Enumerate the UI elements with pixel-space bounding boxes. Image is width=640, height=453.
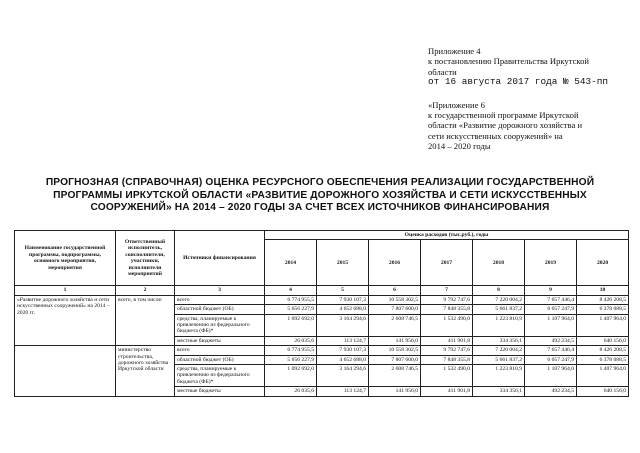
value-cell: 141 956,0 [369, 336, 421, 345]
appendix-line: к постановлению Правительства Иркутской [428, 56, 590, 67]
column-number: 4 [265, 286, 317, 295]
value-cell: 6 057 247,9 [525, 305, 577, 314]
value-cell: 1 532 490,0 [421, 314, 473, 336]
source-cell: областной бюджет (ОБ) [175, 305, 265, 314]
year-header: 2018 [473, 240, 525, 286]
value-cell: 1 107 964,0 [525, 314, 577, 336]
header-executor: Ответственный исполнитель, соисполнители, участники, исполнители мероприятий [116, 231, 175, 286]
source-cell: местные бюджеты [175, 387, 265, 396]
appendix-line: 2014 – 2020 годы [428, 141, 491, 152]
value-cell: 640 156,0 [577, 336, 629, 345]
value-cell: 113 124,7 [317, 336, 369, 345]
value-cell: 5 661 837,2 [473, 305, 525, 314]
value-cell: 9 792 747,6 [421, 346, 473, 355]
value-cell: 10 558 302,5 [369, 346, 421, 355]
title-line: ПРОГРАММЫ ИРКУТСКОЙ ОБЛАСТИ «РАЗВИТИЕ ДОРОЖНОГО ХОЗЯЙСТВА И СЕТИ ИСКУССТВЕННЫХ [53, 189, 587, 201]
source-cell: средства, планируемые к привлечению из федерального бюджета (ФБ)* [175, 365, 265, 387]
value-cell: 5 656 227,9 [265, 355, 317, 364]
appendix-line: «Приложение 6 [428, 99, 485, 110]
column-number: 8 [473, 286, 525, 295]
value-cell: 113 124,7 [317, 387, 369, 396]
value-cell: 1 092 692,0 [265, 365, 317, 387]
appendix-line: сети искусственных сооружений» на [428, 130, 563, 141]
table-row [15, 346, 629, 355]
year-header: 2017 [421, 240, 473, 286]
value-cell: 2 608 746,5 [369, 314, 421, 336]
value-cell: 7 220 004,2 [473, 346, 525, 355]
value-cell: 1 223 810,9 [473, 365, 525, 387]
value-cell: 4 652 688,0 [317, 355, 369, 364]
source-cell: всего [175, 295, 265, 304]
value-cell: 1 223 810,9 [473, 314, 525, 336]
column-number: 1 [15, 286, 116, 295]
source-cell: средства, планируемые к привлечению из федерального бюджета (ФБ)* [175, 314, 265, 336]
column-number: 7 [421, 286, 473, 295]
value-cell: 2 608 746,5 [369, 365, 421, 387]
document-title [18, 177, 622, 215]
value-cell: 7 930 107,3 [317, 295, 369, 304]
value-cell: 8 426 208,5 [577, 295, 629, 304]
value-cell: 3 164 294,6 [317, 365, 369, 387]
column-number: 9 [525, 286, 577, 295]
appendix-line: Приложение 4 [428, 46, 481, 56]
value-cell: 26 035,6 [265, 336, 317, 345]
appendix-date-line: от 16 августа 2017 года № 543-пп [428, 76, 609, 88]
value-cell: 1 092 692,0 [265, 314, 317, 336]
value-cell: 7 657 446,4 [525, 346, 577, 355]
value-cell: 1 532 490,0 [421, 365, 473, 387]
program-name-cell: «Развитие дорожного хозяйства и сети искусственных сооружений» на 2014 – 2020 гг. [15, 295, 116, 345]
value-cell: 10 558 302,5 [369, 295, 421, 304]
value-cell: 7 220 004,2 [473, 295, 525, 304]
header-source: Источники финансирования [175, 231, 265, 286]
column-number: 6 [369, 286, 421, 295]
column-number: 10 [577, 286, 629, 295]
value-cell: 1 407 964,0 [577, 314, 629, 336]
value-cell: 492 234,5 [525, 387, 577, 396]
value-cell: 1 107 964,0 [525, 365, 577, 387]
program-name-cell [15, 346, 116, 396]
appendix-line: к государственной программе Иркутской [428, 110, 579, 121]
column-number: 5 [317, 286, 369, 295]
value-cell: 411 901,8 [421, 336, 473, 345]
year-header: 2020 [577, 240, 629, 286]
column-number-row [15, 286, 629, 295]
executor-cell: всего, в том числе: [116, 295, 175, 345]
value-cell: 8 426 208,5 [577, 346, 629, 355]
value-cell: 7 657 446,4 [525, 295, 577, 304]
source-cell: областной бюджет (ОБ) [175, 355, 265, 364]
column-number: 3 [175, 286, 265, 295]
appendix-header [428, 46, 628, 152]
value-cell: 334 356,1 [473, 387, 525, 396]
value-cell: 411 901,8 [421, 387, 473, 396]
appendix-line: области [428, 66, 457, 77]
value-cell: 6 378 088,5 [577, 355, 629, 364]
value-cell: 7 848 355,8 [421, 355, 473, 364]
value-cell: 7 848 355,8 [421, 305, 473, 314]
value-cell: 7 807 600,0 [369, 355, 421, 364]
source-cell: всего [175, 346, 265, 355]
value-cell: 6 378 088,5 [577, 305, 629, 314]
title-line: СООРУЖЕНИЙ» НА 2014 – 2020 ГОДЫ ЗА СЧЕТ ВСЕХ ИСТОЧНИКОВ ФИНАНСИРОВАНИЯ [90, 202, 550, 214]
value-cell: 334 356,1 [473, 336, 525, 345]
year-header: 2014 [265, 240, 317, 286]
value-cell: 7 807 600,0 [369, 305, 421, 314]
year-header: 2016 [369, 240, 421, 286]
budget-table [14, 230, 629, 397]
value-cell: 640 156,0 [577, 387, 629, 396]
source-cell: местные бюджеты [175, 336, 265, 345]
value-cell: 141 956,0 [369, 387, 421, 396]
header-name: Наименование государственной программы, подпрограммы, основного мероприятия, мероприятия [15, 231, 116, 286]
header-expenses: Оценка расходов (тыс.руб.), годы [265, 231, 629, 240]
value-cell: 492 234,5 [525, 336, 577, 345]
value-cell: 6 774 955,5 [265, 295, 317, 304]
value-cell: 1 407 964,0 [577, 365, 629, 387]
value-cell: 3 164 294,6 [317, 314, 369, 336]
value-cell: 7 930 107,3 [317, 346, 369, 355]
value-cell: 4 652 688,0 [317, 305, 369, 314]
value-cell: 5 656 227,9 [265, 305, 317, 314]
title-line: ПРОГНОЗНАЯ (СПРАВОЧНАЯ) ОЦЕНКА РЕСУРСНОГО ОБЕСПЕЧЕНИЯ РЕАЛИЗАЦИИ ГОСУДАРСТВЕННОЙ [45, 177, 595, 188]
value-cell: 9 792 747,6 [421, 295, 473, 304]
year-header: 2019 [525, 240, 577, 286]
value-cell: 6 774 955,5 [265, 346, 317, 355]
table-row [15, 295, 629, 304]
year-header: 2015 [317, 240, 369, 286]
value-cell: 6 057 247,9 [525, 355, 577, 364]
appendix-line: области «Развитие дорожного хозяйства и [428, 120, 583, 131]
executor-cell: министерство строительства, дорожного хозяйства Иркутской области [116, 346, 175, 396]
column-number: 2 [116, 286, 175, 295]
value-cell: 26 035,6 [265, 387, 317, 396]
value-cell: 5 661 837,2 [473, 355, 525, 364]
